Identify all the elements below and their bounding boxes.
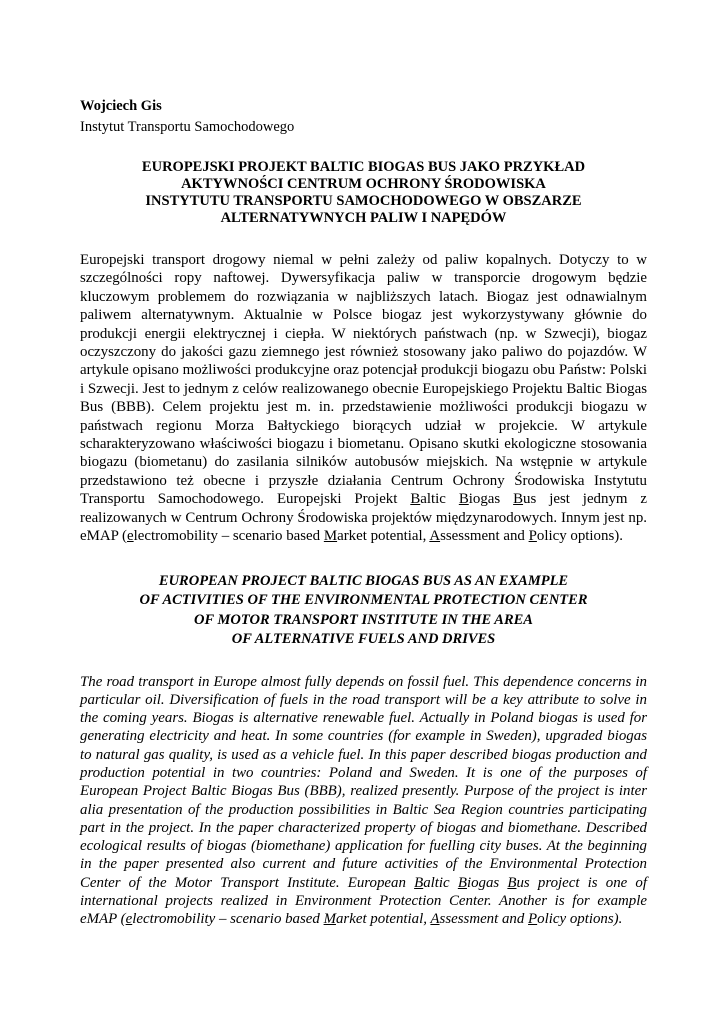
title-english	[80, 572, 647, 650]
underlined-letter: A	[429, 528, 441, 545]
author-name: Wojciech Gis	[80, 98, 162, 114]
underlined-letter: B	[457, 874, 467, 891]
underlined-letter: A	[430, 911, 440, 928]
abstract-text: olicy options).	[536, 528, 623, 545]
title-polish-line: AKTYWNOŚCI CENTRUM OCHRONY ŚRODOWISKA	[181, 176, 546, 192]
underlined-letter: M	[323, 911, 336, 928]
underlined-letter: M	[323, 528, 338, 545]
abstract-text: arket potential,	[337, 528, 430, 545]
author-affiliation: Instytut Transportu Samochodowego	[80, 119, 295, 135]
underlined-letter: B	[410, 491, 421, 508]
abstract-text: lectromobility – scenario based	[132, 911, 324, 928]
abstract-text: iogas	[468, 491, 514, 508]
abstract-text: altic	[423, 874, 458, 891]
abstract-text: olicy options).	[537, 911, 623, 928]
abstract-text: arket potential,	[335, 911, 431, 928]
abstract-text: ssessment and	[440, 528, 529, 545]
underlined-letter: B	[458, 491, 469, 508]
title-english-line: OF MOTOR TRANSPORT INSTITUTE IN THE AREA	[194, 611, 533, 628]
underlined-letter: e	[125, 911, 133, 928]
title-polish	[80, 159, 647, 227]
abstract-text: Europejski transport drogowy niemal w pełni zależy od paliw kopalnych. Dotyczy to w szczególności ropy naftowej. Dywersyfikacja paliw w transporcie drogowym będzie kluczowym problemem do rozwiązania w najbliższych latach. Biogaz jest odnawialnym paliwem alternatywnym. Aktualnie w Polsce biogaz jest wykorzystywany głównie do produkcji energii elektrycznej i ciepła. W niektórych państwach (np. w Szwecji), biogaz oczyszczony do jakości gazu ziemnego jest również stosowany jako paliwo do pojazdów. W artykule opisano możliwości produkcyjne oraz potencjał produkcji biogazu obu Państw: Polski i Szwecji. Jest to jednym z celów realizowanego obecnie Europejskiego Projektu Baltic Biogas Bus (BBB). Celem projektu jest m. in. przedstawienie możliwości produkcji biogazu w państwach regionu Morza Bałtyckiego biorących udział w projekcie. W artykule scharakteryzowano właściwości biogazu i biometanu. Opisano skutki ekologiczne stosowania biogazu (biometanu) do zasilania silników autobusów miejskich. Na wstępnie w artykule przedstawiono też obecne i przyszłe działania Centrum Ochrony Środowiska Instytutu Transportu Samochodowego. Europejski Projekt	[80, 252, 647, 508]
title-english-line: OF ALTERNATIVE FUELS AND DRIVES	[231, 631, 496, 647]
abstract-text: lectromobility – scenario based	[133, 528, 324, 545]
title-english-line: OF ACTIVITIES OF THE ENVIRONMENTAL PROTECTION CENTER	[139, 592, 588, 608]
title-polish-line: ALTERNATYWNYCH PALIW I NAPĘDÓW	[220, 210, 507, 226]
underlined-letter: P	[528, 528, 537, 545]
abstract-text: ssessment and	[439, 911, 529, 928]
abstract-polish	[80, 251, 647, 546]
abstract-text: iogas	[466, 874, 508, 891]
underlined-letter: B	[507, 874, 517, 891]
abstract-text: altic	[420, 491, 459, 508]
abstract-english	[80, 673, 647, 929]
paper-page	[80, 97, 647, 929]
abstract-text: us jest jednym z realizowanych w Centrum Ochrony Środowiska projektów międzynarodowych. Innym jest np. eMAP (	[80, 491, 648, 545]
underlined-letter: B	[513, 491, 524, 508]
title-polish-line: INSTYTUTU TRANSPORTU SAMOCHODOWEGO W OBSZARZE	[145, 193, 582, 209]
abstract-text: The road transport in Europe almost fully depends on fossil fuel. This dependence concerns in particular oil. Diversification of fuels in the road transport will be a key attribute to solve in the coming years. Biogas is alternative renewable fuel. Actually in Poland biogas is used for generating electricity and heat. In some countries (for example in Sweden), upgraded biogas to natural gas quality, is used as a vehicle fuel. In this paper described biogas production and production potential in two countries: Poland and Sweden. It is one of the purposes of European Project Baltic Biogas Bus (BBB), realized presently. Purpose of the project is inter alia presentation of the production possibilities in Baltic Sea Region countries participating part in the project. In the paper characterized property of biogas and biomethane. Described ecological results of biogas (biomethane) application for fuelling city buses. At the beginning in the paper presented also current and future activities of the Environmental Protection Center of the Motor Transport Institute. European	[80, 673, 647, 891]
underlined-letter: e	[127, 528, 134, 545]
underlined-letter: P	[528, 911, 538, 928]
underlined-letter: B	[414, 874, 424, 891]
title-english-line: EUROPEAN PROJECT BALTIC BIOGAS BUS AS AN EXAMPLE	[158, 572, 569, 589]
abstract-text: us project is one of international projects realized in Environment Protection Center. Another is for example eMAP (	[80, 874, 647, 928]
title-polish-line: EUROPEJSKI PROJEKT BALTIC BIOGAS BUS JAKO PRZYKŁAD	[141, 159, 586, 175]
